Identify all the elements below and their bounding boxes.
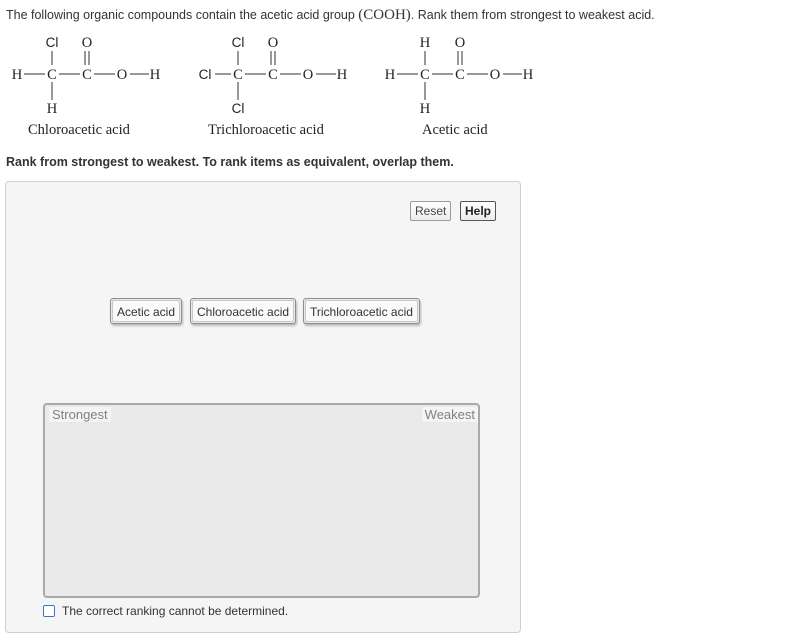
atom-center-right: C — [268, 67, 278, 83]
question-text — [6, 7, 655, 24]
atom-top-right: O — [454, 35, 466, 51]
atom-bottom: H — [46, 101, 58, 117]
question-text-after: . Rank them from strongest to weakest acid. — [410, 8, 655, 22]
atom-bottom: H — [419, 101, 431, 117]
compound-name: Acetic acid — [422, 122, 488, 138]
atom-top-left: Cl — [45, 35, 59, 50]
atom-bottom: Cl — [231, 101, 245, 116]
question-text-before: The following organic compounds contain the acetic acid group — [6, 8, 359, 22]
atom-center-right: C — [455, 67, 465, 83]
atom-center-right: C — [82, 67, 92, 83]
structural-formulas-diagram — [0, 28, 560, 118]
cannot-determine-label[interactable]: The correct ranking cannot be determined. — [62, 604, 289, 618]
help-button[interactable]: Help — [460, 201, 496, 221]
rank-item-label: Chloroacetic acid — [192, 300, 294, 322]
atom-right-o: O — [302, 67, 314, 83]
acetic-acid-structure — [385, 35, 534, 117]
reset-button[interactable]: Reset — [410, 201, 451, 221]
compound-name: Chloroacetic acid — [28, 122, 130, 138]
atom-right-h: H — [522, 67, 534, 83]
atom-right-o: O — [489, 67, 501, 83]
atom-right-h: H — [336, 67, 348, 83]
atom-center-left: C — [420, 67, 430, 83]
atom-left: H — [11, 67, 23, 83]
rank-item-chloroacetic-acid[interactable] — [190, 298, 296, 324]
acid-group-formula: (COOH) — [358, 7, 411, 23]
rank-item-label: Trichloroacetic acid — [305, 300, 418, 322]
rank-item-acetic-acid[interactable] — [110, 298, 182, 324]
rank-item-trichloroacetic-acid[interactable] — [303, 298, 420, 324]
chloroacetic-acid-structure — [12, 35, 161, 117]
strongest-label: Strongest — [49, 407, 111, 422]
ranking-widget — [5, 181, 521, 633]
ranking-instruction: Rank from strongest to weakest. To rank items as equivalent, overlap them. — [6, 155, 454, 169]
atom-right-o: O — [116, 67, 128, 83]
structures-panel — [0, 28, 560, 146]
atom-center-left: C — [47, 67, 57, 83]
atom-top-right: O — [267, 35, 279, 51]
atom-top-right: O — [81, 35, 93, 51]
atom-left: Cl — [198, 67, 212, 82]
atom-left: H — [384, 67, 396, 83]
rank-item-label: Acetic acid — [112, 300, 180, 322]
atom-right-h: H — [149, 67, 161, 83]
compound-name: Trichloroacetic acid — [208, 122, 324, 138]
trichloroacetic-acid-structure — [199, 35, 348, 116]
atom-top-left: H — [419, 35, 431, 51]
atom-top-left: Cl — [231, 35, 245, 50]
cannot-determine-checkbox[interactable] — [43, 605, 55, 617]
ranking-drop-zone[interactable] — [43, 403, 480, 598]
atom-center-left: C — [233, 67, 243, 83]
weakest-label: Weakest — [422, 407, 478, 422]
